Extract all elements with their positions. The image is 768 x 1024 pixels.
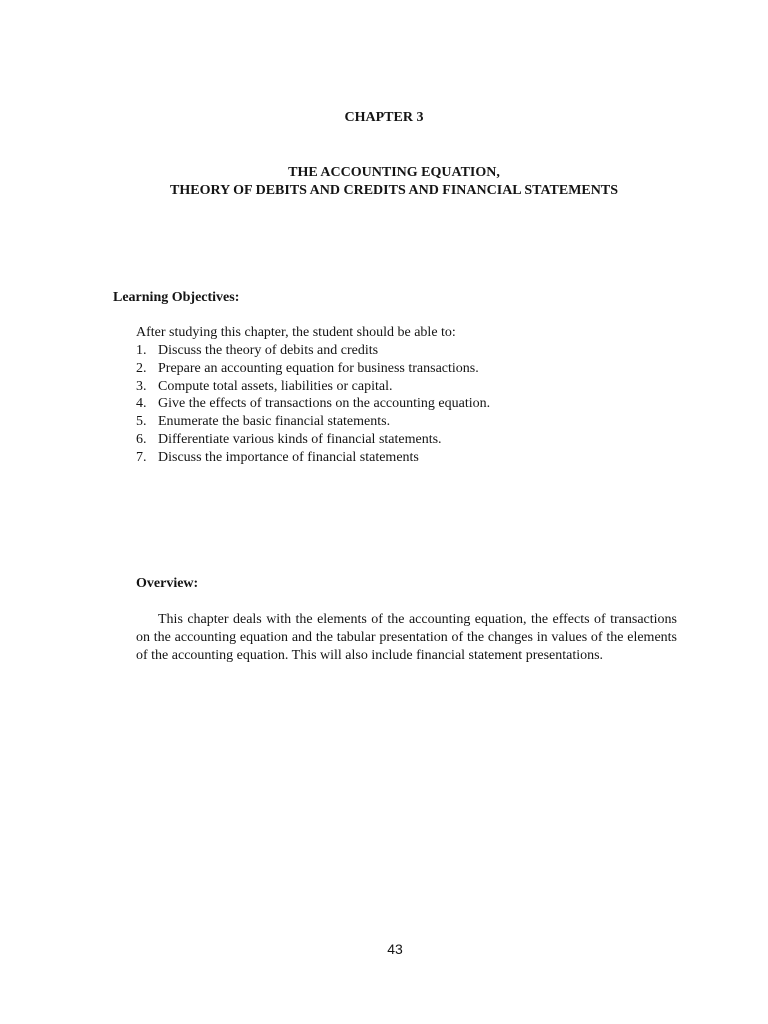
- list-item: [136, 413, 490, 431]
- list-item-text: Compute total assets, liabilities or capital.: [158, 378, 393, 394]
- list-item: [136, 342, 490, 360]
- chapter-title: [0, 164, 768, 200]
- learning-objectives-intro: After studying this chapter, the student should be able to:: [136, 325, 456, 340]
- page-number: 43: [387, 941, 403, 957]
- overview-heading: Overview:: [136, 576, 199, 591]
- list-item-text: Give the effects of transactions on the accounting equation.: [158, 396, 491, 412]
- learning-objectives-heading: Learning Objectives:: [113, 290, 240, 305]
- learning-objectives-list: [136, 342, 490, 467]
- list-item: [136, 378, 490, 396]
- list-item-number: 1.: [136, 343, 147, 358]
- list-item: [136, 431, 490, 449]
- list-item-text: Prepare an accounting equation for business transactions.: [158, 360, 479, 376]
- chapter-title-line-2: THEORY OF DEBITS AND CREDITS AND FINANCIAL STATEMENTS: [170, 183, 618, 198]
- list-item: [136, 449, 490, 467]
- list-item-number: 3.: [136, 378, 147, 394]
- list-item-text: Discuss the importance of financial statements: [158, 449, 419, 465]
- list-item-text: Enumerate the basic financial statements.: [158, 414, 391, 430]
- list-item-number: 6.: [136, 431, 147, 447]
- list-item-number: 2.: [136, 360, 147, 376]
- list-item: [136, 360, 490, 378]
- list-item-number: 5.: [136, 414, 147, 430]
- list-item-text: Discuss the theory of debits and credits: [158, 343, 379, 358]
- overview-paragraph: This chapter deals with the elements of the accounting equation, the effects of transactions on the accounting equation and the tabular presentation of the changes in values of the elements of the accounting equation. This will also include financial statement presentations.: [136, 612, 677, 663]
- chapter-label: CHAPTER 3: [344, 110, 424, 125]
- list-item: [136, 395, 490, 413]
- list-item-number: 7.: [136, 449, 147, 465]
- chapter-title-line-1: THE ACCOUNTING EQUATION,: [288, 165, 500, 180]
- list-item-text: Differentiate various kinds of financial statements.: [158, 431, 442, 447]
- list-item-number: 4.: [136, 396, 147, 412]
